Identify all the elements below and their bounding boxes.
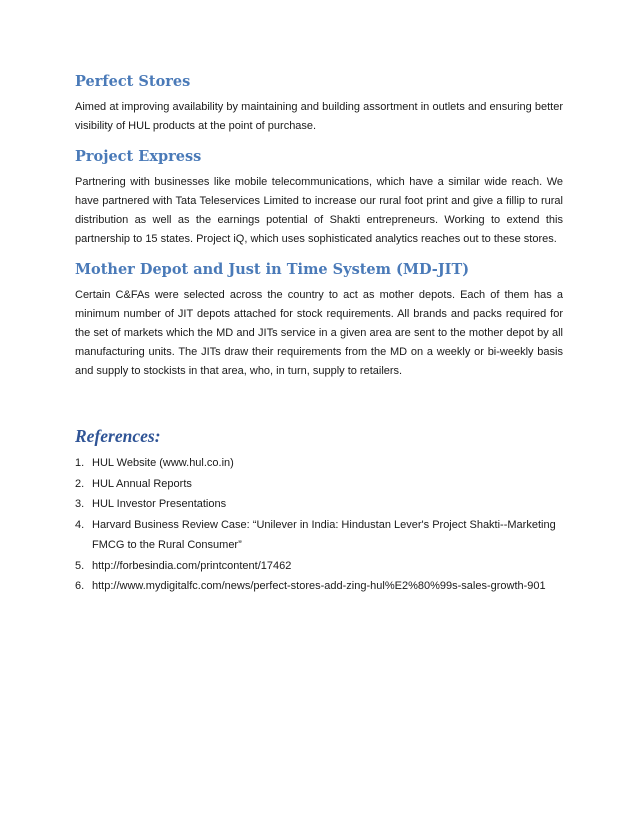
section-heading: Perfect Stores (75, 73, 191, 90)
section-heading: Mother Depot and Just in Time System (MD-JIT) (75, 261, 470, 278)
section-body: Certain C&FAs were selected across the country to act as mother depots. Each of them has a minimum number of JIT depots attached for stock requirements. All brands and packs required for the set of markets which the MD and JITs service in a given area are sent to the mother depot by all manufacturing units. The JITs draw their requirements from the MD on a weekly or bi-weekly basis and supply to stockists in that area, who, in turn, supply to retailers. (75, 289, 563, 377)
reference-link[interactable]: http://forbesindia.com/printcontent/17462 (92, 559, 292, 572)
section-body: Aimed at improving availability by maintaining and building assortment in outlets and ensuring better visibility of HUL products at the point of purchase. (75, 101, 563, 132)
section-mother-depot (75, 260, 563, 381)
references-list (75, 453, 563, 597)
reference-number: 5. (75, 559, 85, 572)
reference-item (75, 474, 563, 495)
document-page (75, 72, 563, 597)
reference-number: 3. (75, 498, 85, 510)
reference-number: 2. (75, 477, 85, 490)
reference-text: HUL Website (www.hul.co.in) (92, 457, 234, 469)
reference-link[interactable]: http://www.mydigitalfc.com/news/perfect-stores-add-zing-hul%E2%80%99s-sales-growth-901 (92, 580, 546, 592)
section-heading: Project Express (75, 148, 202, 165)
reference-number: 6. (75, 580, 85, 592)
reference-text: HUL Investor Presentations (92, 498, 227, 510)
section-perfect-stores (75, 72, 563, 136)
reference-item (75, 576, 563, 597)
reference-item (75, 453, 563, 474)
reference-text: Harvard Business Review Case: “Unilever in India: Hindustan Lever's Project Shakti--Marketing FMCG to the Rural Consumer” (92, 518, 556, 551)
reference-item (75, 515, 563, 556)
references-section (75, 425, 563, 597)
reference-number: 4. (75, 518, 85, 531)
section-body: Partnering with businesses like mobile telecommunications, which have a similar wide reach. We have partnered with Tata Teleservices Limited to increase our rural foot print and give a fillip to rural distribution as well as the earnings potential of Shakti entrepreneurs. Working to extend this partnership to 15 states. Project iQ, which uses sophisticated analytics reaches out to these stores. (75, 176, 563, 245)
references-heading: References: (75, 426, 161, 446)
reference-item (75, 494, 563, 515)
reference-number: 1. (75, 457, 85, 469)
reference-item (75, 556, 563, 577)
section-project-express (75, 147, 563, 249)
reference-text: HUL Annual Reports (92, 477, 192, 490)
